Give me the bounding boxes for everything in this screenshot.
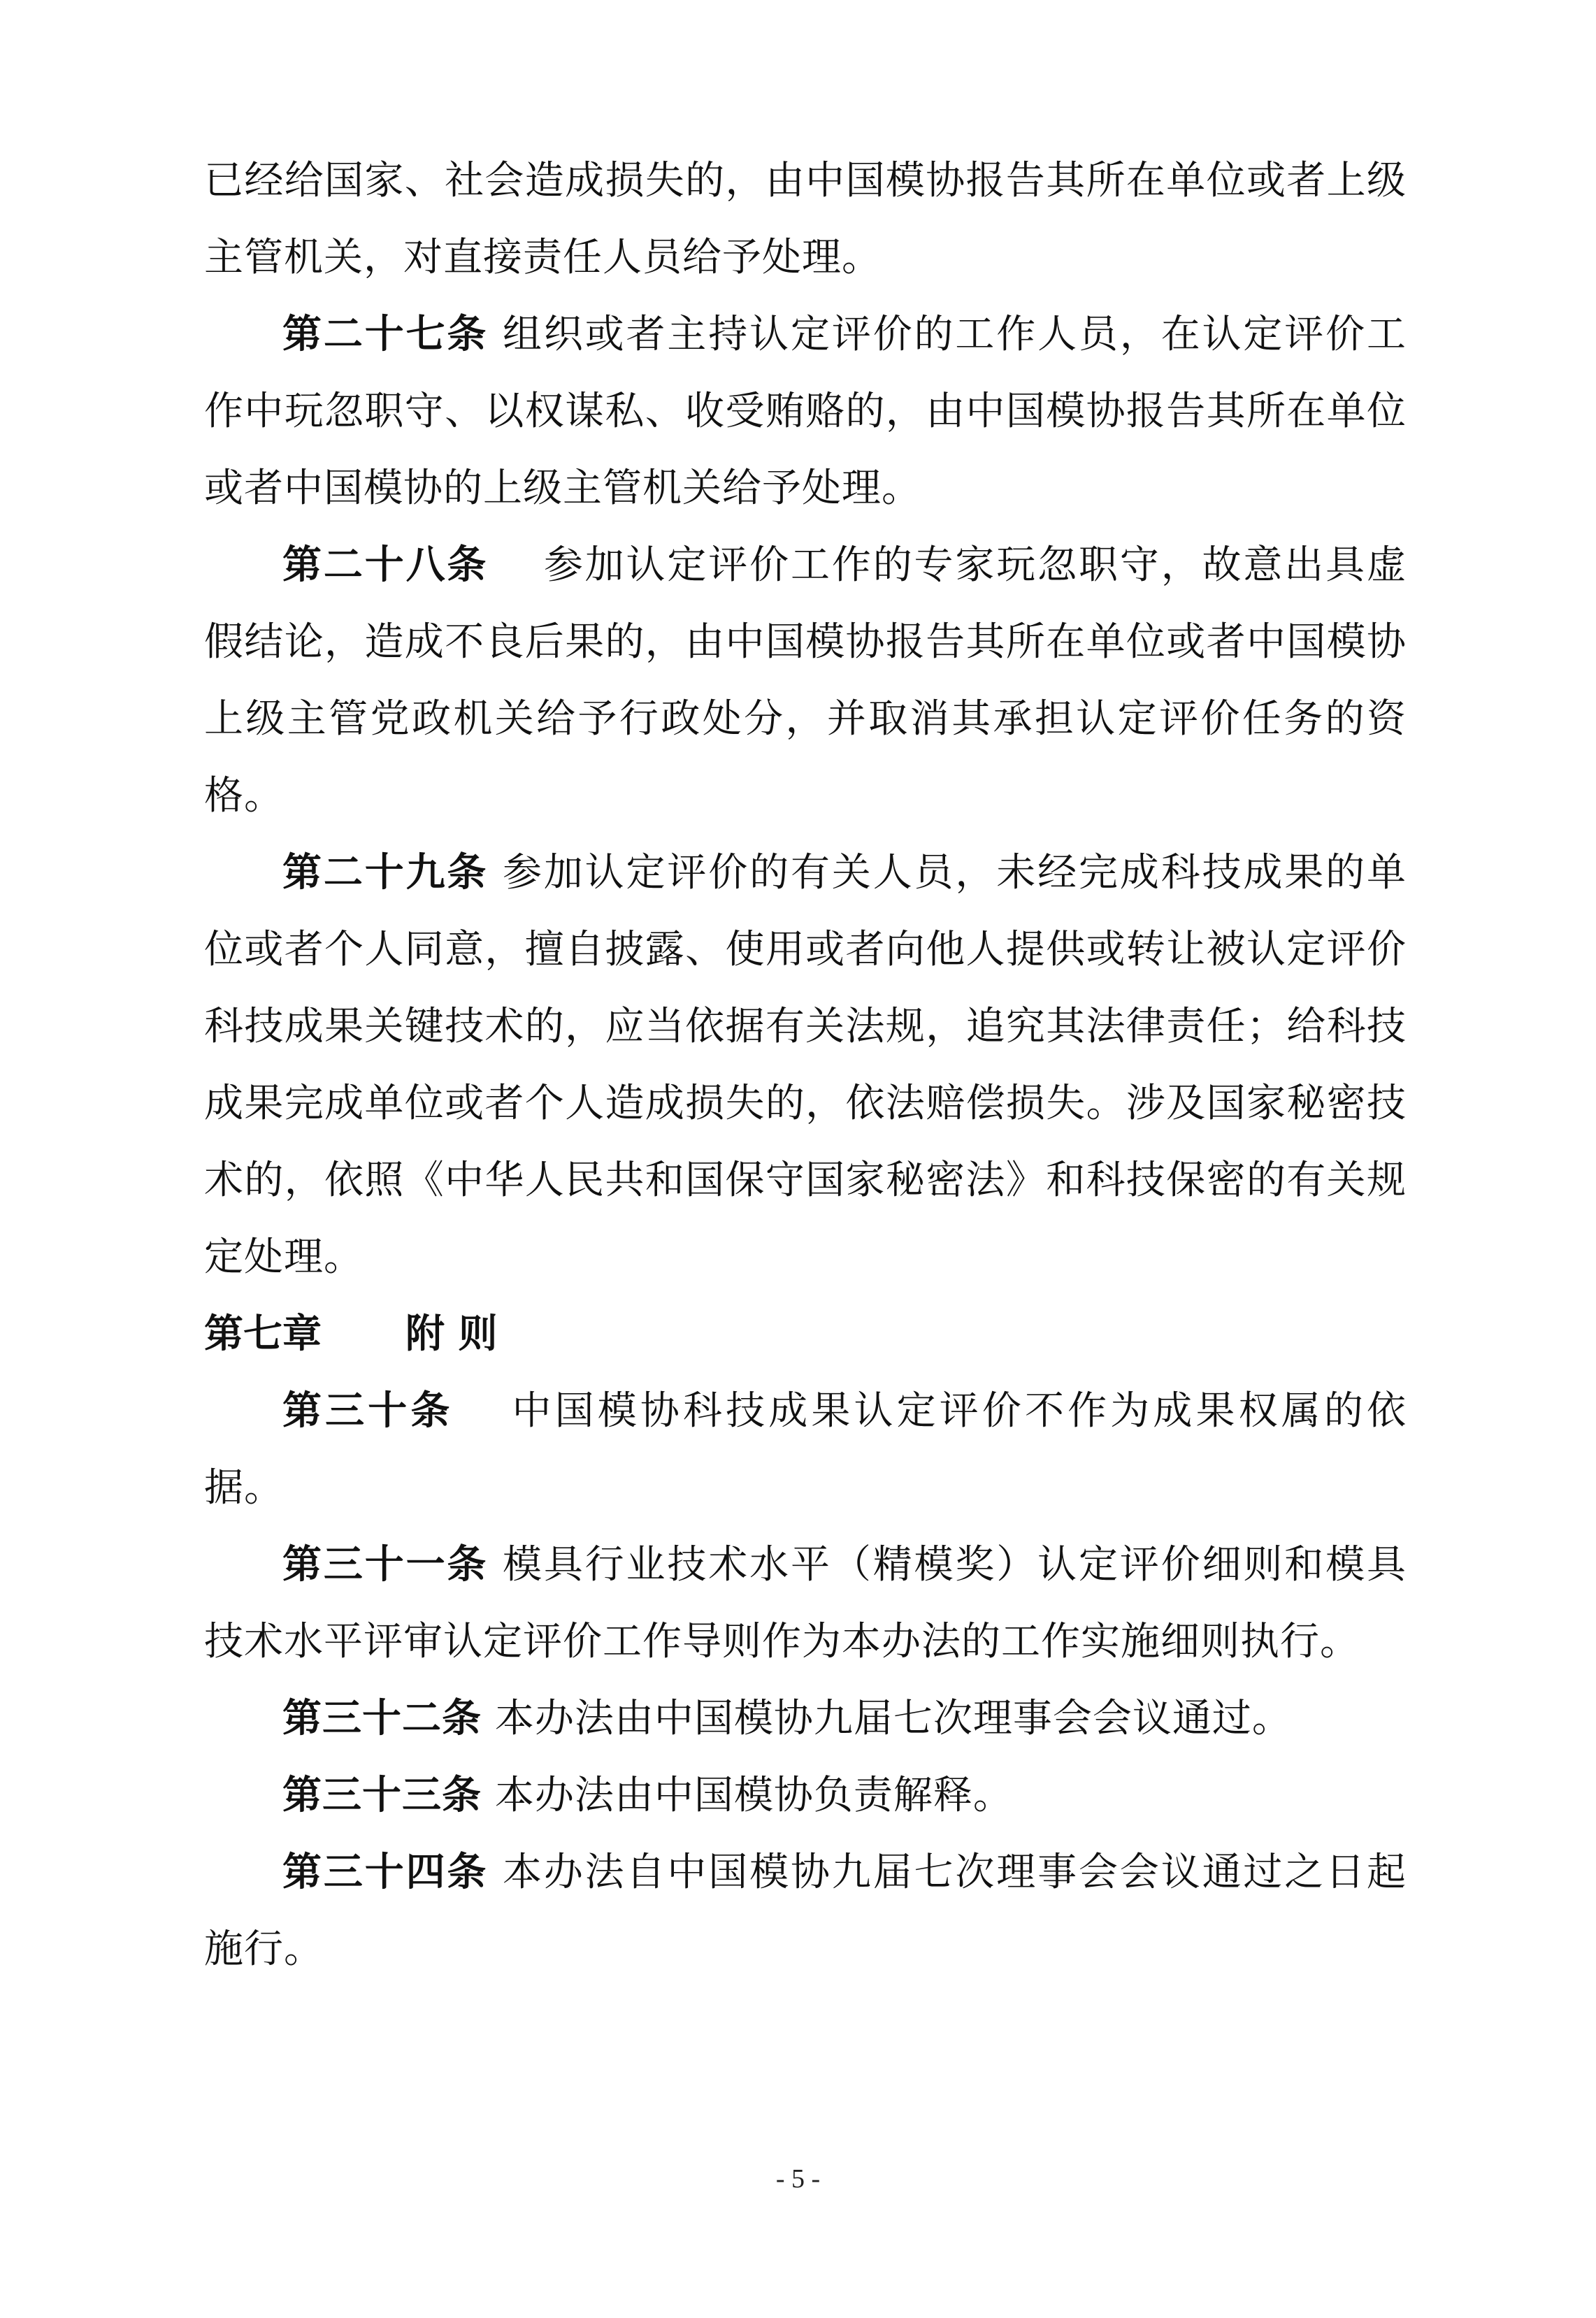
article-text: 中国模协科技成果认定评价不作为成果权属的依据。	[204, 1388, 1407, 1511]
article-text: 参加认定评价的有关人员，未经完成科技成果的单位或者个人同意，擅自披露、使用或者向他人提供或转让被认定评价科技成果关键技术的，应当依据有关法规，追究其法律责任；给科技成果完成单位或者个人造成损失的，依法赔偿损失。涉及国家秘密技术的，依照《中华人民共和国保守国家秘密法》和科技保密的有关规定处理。	[204, 850, 1407, 1280]
article-text: 组织或者主持认定评价的工作人员，在认定评价工作中玩忽职守、以权谋私、收受贿赂的，由中国模协报告其所在单位或者中国模协的上级主管机关给予处理。	[204, 312, 1407, 511]
article-number: 第三十四条	[282, 1850, 489, 1895]
article-text: 参加认定评价工作的专家玩忽职守，故意出具虚假结论，造成不良后果的，由中国模协报告其所在单位或者中国模协上级主管党政机关给予行政处分，并取消其承担认定评价任务的资格。	[204, 542, 1407, 819]
page-number: - 5 -	[775, 2164, 821, 2194]
article-number: 第三十一条	[282, 1542, 489, 1588]
article-29	[204, 835, 1407, 1296]
article-text: 本办法由中国模协九届七次理事会会议通过。	[494, 1696, 1292, 1741]
article-number: 第二十九条	[282, 850, 489, 895]
article-32	[204, 1680, 1407, 1757]
article-text: 本办法由中国模协负责解释。	[494, 1773, 1013, 1818]
article-number: 第三十二条	[282, 1696, 482, 1741]
article-27	[204, 296, 1407, 527]
article-number: 第二十八条	[282, 542, 489, 588]
article-31	[204, 1527, 1407, 1680]
paragraph-text: 已经给国家、社会造成损失的，由中国模协报告其所在单位或者上级主管机关，对直接责任人员给予处理。	[204, 158, 1407, 280]
article-number: 第三十三条	[282, 1773, 482, 1818]
chapter-title: 附 则	[405, 1311, 498, 1357]
article-number: 第三十条	[282, 1388, 454, 1434]
article-33	[204, 1757, 1407, 1834]
article-text: 本办法自中国模协九届七次理事会会议通过之日起施行。	[204, 1850, 1407, 1972]
article-number: 第二十七条	[282, 312, 489, 357]
article-30	[204, 1373, 1407, 1527]
article-text: 模具行业技术水平（精模奖）认定评价细则和模具技术水平评审认定评价工作导则作为本办法的工作实施细则执行。	[204, 1542, 1407, 1664]
chapter-number: 第七章	[204, 1311, 322, 1357]
chapter-heading	[204, 1296, 1407, 1373]
article-28	[204, 527, 1407, 835]
paragraph-continuation	[204, 143, 1407, 296]
document-body	[204, 143, 1407, 1988]
article-34	[204, 1834, 1407, 1988]
